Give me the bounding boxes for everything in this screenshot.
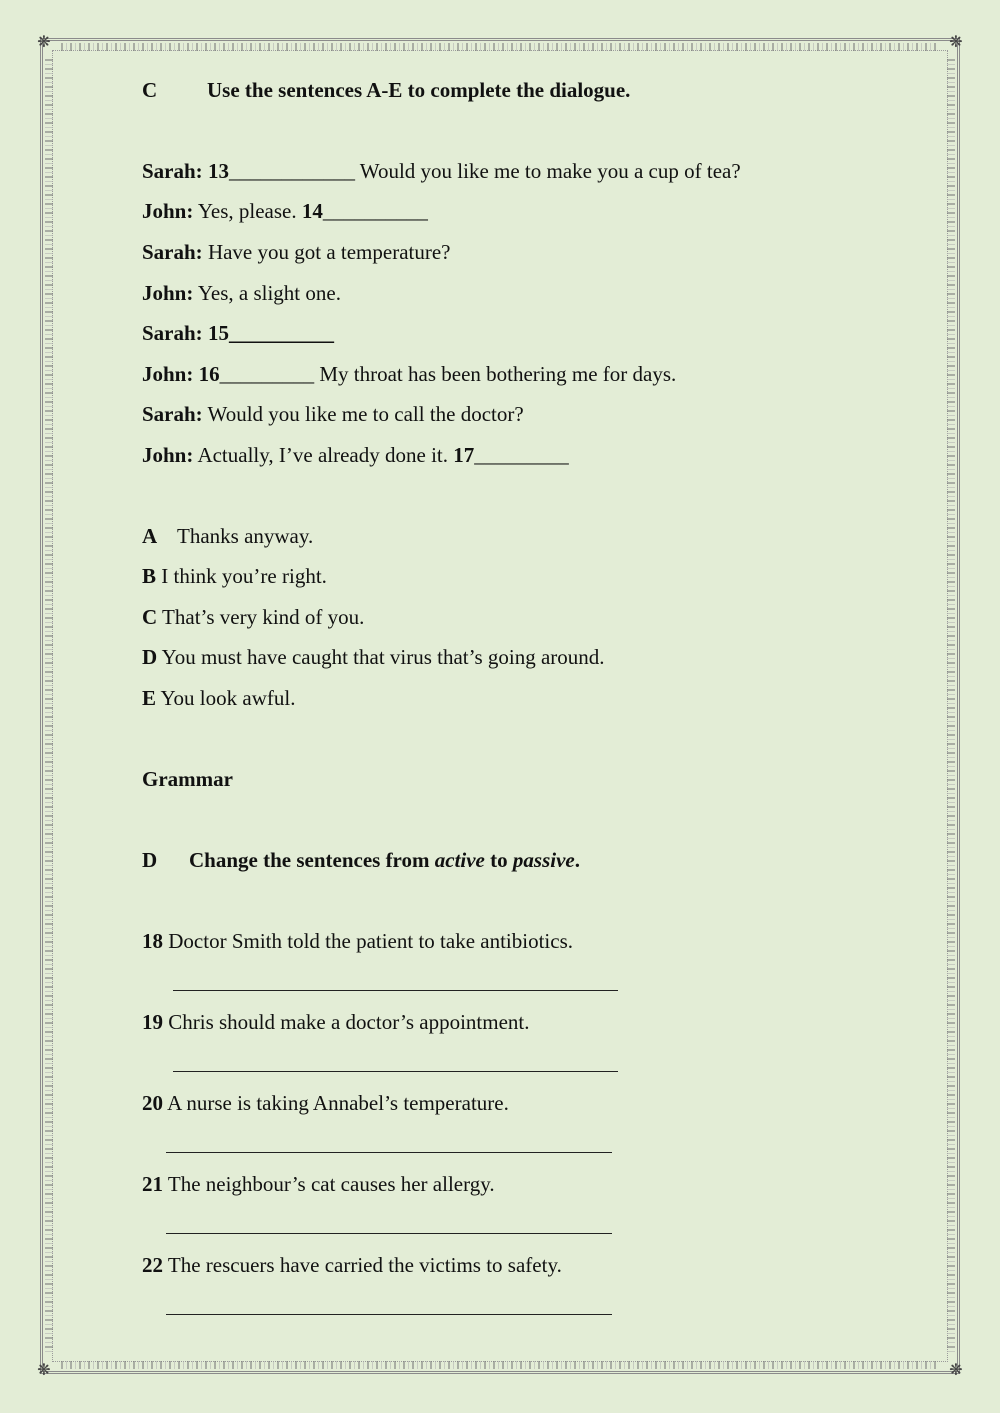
option-item [142, 562, 327, 590]
answer-line[interactable] [166, 1152, 612, 1153]
answer-blank[interactable]: _________ [474, 443, 569, 467]
answer-line[interactable] [173, 990, 618, 991]
dialogue-text: Yes, please. [193, 199, 302, 223]
section-d-heading [142, 846, 580, 874]
option-letter: D [142, 645, 158, 669]
speaker-name: Sarah: [142, 240, 203, 264]
dialogue-line [142, 400, 524, 428]
exercise-item [142, 1170, 495, 1198]
section-letter: C [142, 78, 158, 102]
corner-ornament-icon: ❋ [37, 32, 51, 51]
dialogue-text: Actually, I’ve already done it. [193, 443, 454, 467]
corner-ornament-icon: ❋ [949, 1360, 963, 1379]
dialogue-line [142, 238, 451, 266]
dialogue-text: My throat has been bothering me for days. [314, 362, 677, 386]
border-pattern-left [45, 59, 53, 1353]
dialogue-line [142, 441, 569, 469]
dialogue-line [142, 279, 341, 307]
option-text: That’s very kind of you. [157, 605, 365, 629]
answer-line[interactable] [166, 1233, 612, 1234]
answer-blank[interactable]: ____________ [228, 159, 355, 183]
answer-blank[interactable]: _________ [219, 362, 315, 386]
dialogue-line [142, 197, 428, 225]
section-letter: D [142, 848, 158, 872]
option-text: You must have caught that virus that’s going around. [157, 645, 605, 669]
dialogue-line [142, 319, 334, 347]
word-passive: passive [512, 848, 575, 872]
blank-number: 16 [198, 362, 220, 386]
dialogue-text: Would you like me to call the doctor? [202, 402, 524, 426]
blank-number: 17 [453, 443, 475, 467]
exercise-number: 18 [142, 929, 163, 953]
option-letter: C [142, 605, 158, 629]
option-item [142, 603, 364, 631]
exercise-number: 19 [142, 1010, 163, 1034]
speaker-name: Sarah: [142, 321, 203, 345]
exercise-item [142, 1089, 509, 1117]
period: . [574, 848, 580, 872]
speaker-name: Sarah: [142, 159, 203, 183]
border-pattern-top [61, 43, 939, 51]
dialogue-line [142, 360, 676, 388]
blank-number: 14 [301, 199, 323, 223]
speaker-name: Sarah: [142, 402, 203, 426]
dialogue-text: Yes, a slight one. [193, 281, 341, 305]
option-text: You look awful. [156, 686, 296, 710]
dialogue-text: Have you got a temperature? [202, 240, 451, 264]
exercise-text: Doctor Smith told the patient to take antibiotics. [163, 929, 574, 953]
section-instruction: Use the sentences A-E to complete the dialogue. [207, 78, 631, 102]
word-active: active [434, 848, 485, 872]
dialogue-line [142, 157, 741, 185]
exercise-number: 22 [142, 1253, 163, 1277]
speaker-name: John: [142, 199, 194, 223]
answer-blank[interactable]: __________ [228, 321, 334, 345]
speaker-name: John: [142, 362, 194, 386]
corner-ornament-icon: ❋ [949, 32, 963, 51]
option-text: I think you’re right. [156, 564, 327, 588]
option-item [142, 684, 295, 712]
exercise-item [142, 1251, 562, 1279]
word-to: to [484, 848, 513, 872]
exercise-text: The neighbour’s cat causes her allergy. [163, 1172, 495, 1196]
corner-ornament-icon: ❋ [37, 1360, 51, 1379]
option-letter: A [142, 524, 158, 548]
section-c-heading [142, 76, 630, 104]
grammar-heading [142, 765, 233, 793]
blank-number: 15 [207, 321, 229, 345]
exercise-text: A nurse is taking Annabel’s temperature. [163, 1091, 509, 1115]
border-pattern-right [947, 59, 955, 1353]
answer-line[interactable] [166, 1314, 612, 1315]
option-letter: E [142, 686, 157, 710]
speaker-name: John: [142, 443, 194, 467]
exercise-text: The rescuers have carried the victims to safety. [163, 1253, 562, 1277]
exercise-item [142, 927, 573, 955]
speaker-name: John: [142, 281, 194, 305]
answer-blank[interactable]: __________ [322, 199, 428, 223]
exercise-text: Chris should make a doctor’s appointment. [163, 1010, 530, 1034]
option-item [142, 643, 605, 671]
exercise-number: 21 [142, 1172, 163, 1196]
section-instruction: Change the sentences from [189, 848, 435, 872]
option-text: Thanks anyway. [177, 524, 314, 548]
option-letter: B [142, 564, 157, 588]
dialogue-text: Would you like me to make you a cup of tea? [354, 159, 741, 183]
option-item [142, 522, 313, 550]
answer-line[interactable] [173, 1071, 618, 1072]
exercise-number: 20 [142, 1091, 163, 1115]
border-pattern-bottom [61, 1361, 939, 1369]
blank-number: 13 [207, 159, 229, 183]
exercise-item [142, 1008, 529, 1036]
grammar-title: Grammar [142, 767, 233, 791]
